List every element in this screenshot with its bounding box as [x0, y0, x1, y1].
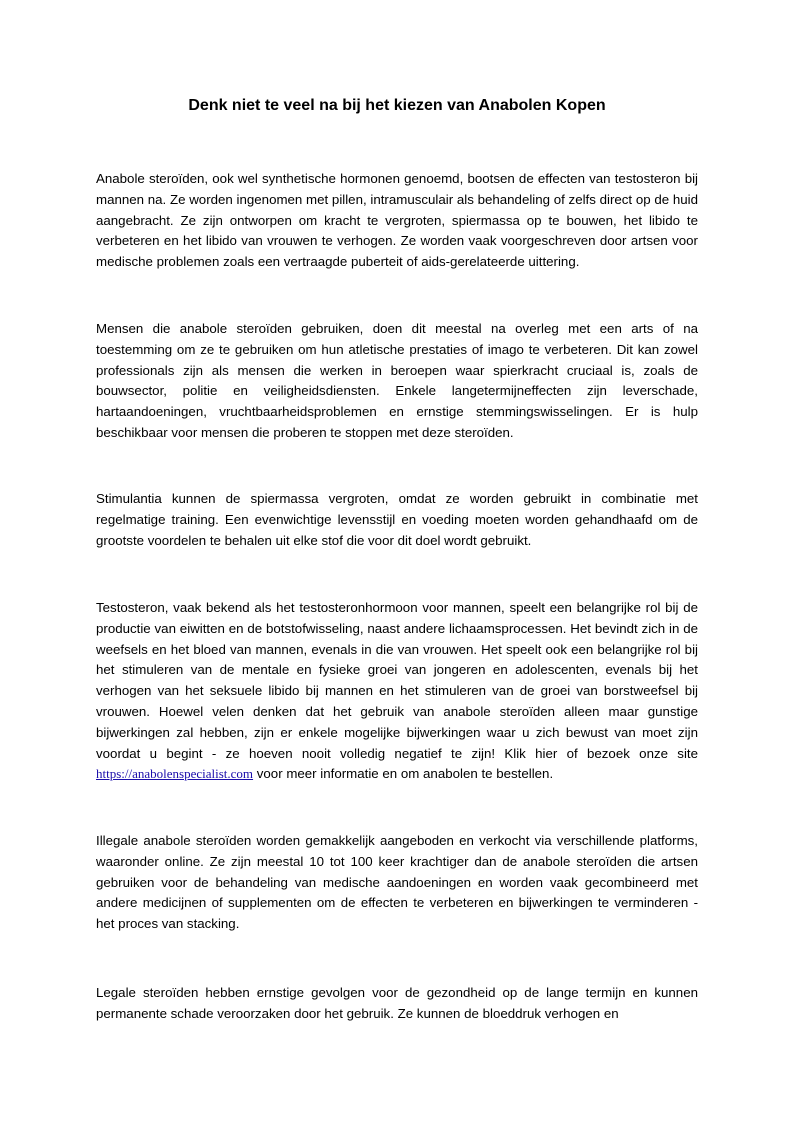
- paragraph-testosterone-text-end: voor meer informatie en om anabolen te bestellen.: [253, 766, 554, 782]
- paragraph-testosterone: [96, 598, 698, 785]
- paragraph-legal-steroids: Legale steroïden hebben ernstige gevolgen voor de gezondheid op de lange termijn en kunnen permanente schade veroorzaken door het gebruik. Ze kunnen de bloeddruk verhogen en: [96, 985, 698, 1021]
- paragraph-intro: Anabole steroïden, ook wel synthetische hormonen genoemd, bootsen de effecten van testosteron bij mannen na. Ze worden ingenomen met pillen, intramusculair als behandeling of zelfs direct op de huid aangebracht. Ze zijn ontworpen om kracht te vergroten, spiermassa op te bouwen, het libido te verbeteren en het libido van vrouwen te verhogen. Ze worden vaak voorgeschreven door artsen voor medische problemen zoals een vertraagde puberteit of aids-gerelateerde uittering.: [96, 171, 698, 270]
- paragraph-users: Mensen die anabole steroïden gebruiken, doen dit meestal na overleg met een arts of na toestemming om ze te gebruiken om hun atletische prestaties of imago te verbeteren. Dit kan zowel professionals zijn als mensen die werken in beroepen waar spierkracht cruciaal is, zoals de bouwsector, politie en veiligheidsdiensten. Enkele langetermijneffecten zijn leverschade, hartaandoeningen, vruchtbaarheidsproblemen en ernstige stemmingswisselingen. Er is hulp beschikbaar voor mensen die proberen te stoppen met deze steroïden.: [96, 321, 698, 440]
- paragraph-illegal-steroids: Illegale anabole steroïden worden gemakkelijk aangeboden en verkocht via verschillende platforms, waaronder online. Ze zijn meestal 10 tot 100 keer krachtiger dan de anabole steroïden die artsen gebruiken voor de behandeling van medische aandoeningen en worden vaak gecombineerd met andere medicijnen of supplementen om de effecten te verbeteren en bijwerkingen te verminderen - het proces van stacking.: [96, 833, 698, 932]
- paragraph-testosterone-text: Testosteron, vaak bekend als het testosteronhormoon voor mannen, speelt een belangrijke rol bij de productie van eiwitten en de botstofwisseling, naast andere lichaamsprocessen. Het bevindt zich in de weefsels en het bloed van mannen, evenals in die van vrouwen. Het speelt ook een belangrijke rol bij het stimuleren van de mentale en fysieke groei van jongeren en adolescenten, evenals bij het verhogen van het seksuele libido bij mannen en het stimuleren van de groei van borstweefsel bij vrouwen. Hoewel velen denken dat het gebruik van anabole steroïden alleen maar gunstige bijwerkingen zal hebben, zijn er enkele mogelijke bijwerkingen waar u zich bewust van moet zijn voordat u begint - ze hoeven nooit volledig negatief te zijn! Klik hier of bezoek onze site: [96, 600, 698, 761]
- paragraph-stimulants: Stimulantia kunnen de spiermassa vergroten, omdat ze worden gebruikt in combinatie met regelmatige training. Een evenwichtige levensstijl en voeding moeten worden gehandhaafd om de grootste voordelen te behalen uit elke stof die voor dit doel wordt gebruikt.: [96, 491, 698, 548]
- anabolenspecialist-link[interactable]: https://anabolenspecialist.com: [96, 766, 254, 782]
- document-title: Denk niet te veel na bij het kiezen van Anabolen Kopen: [188, 97, 606, 114]
